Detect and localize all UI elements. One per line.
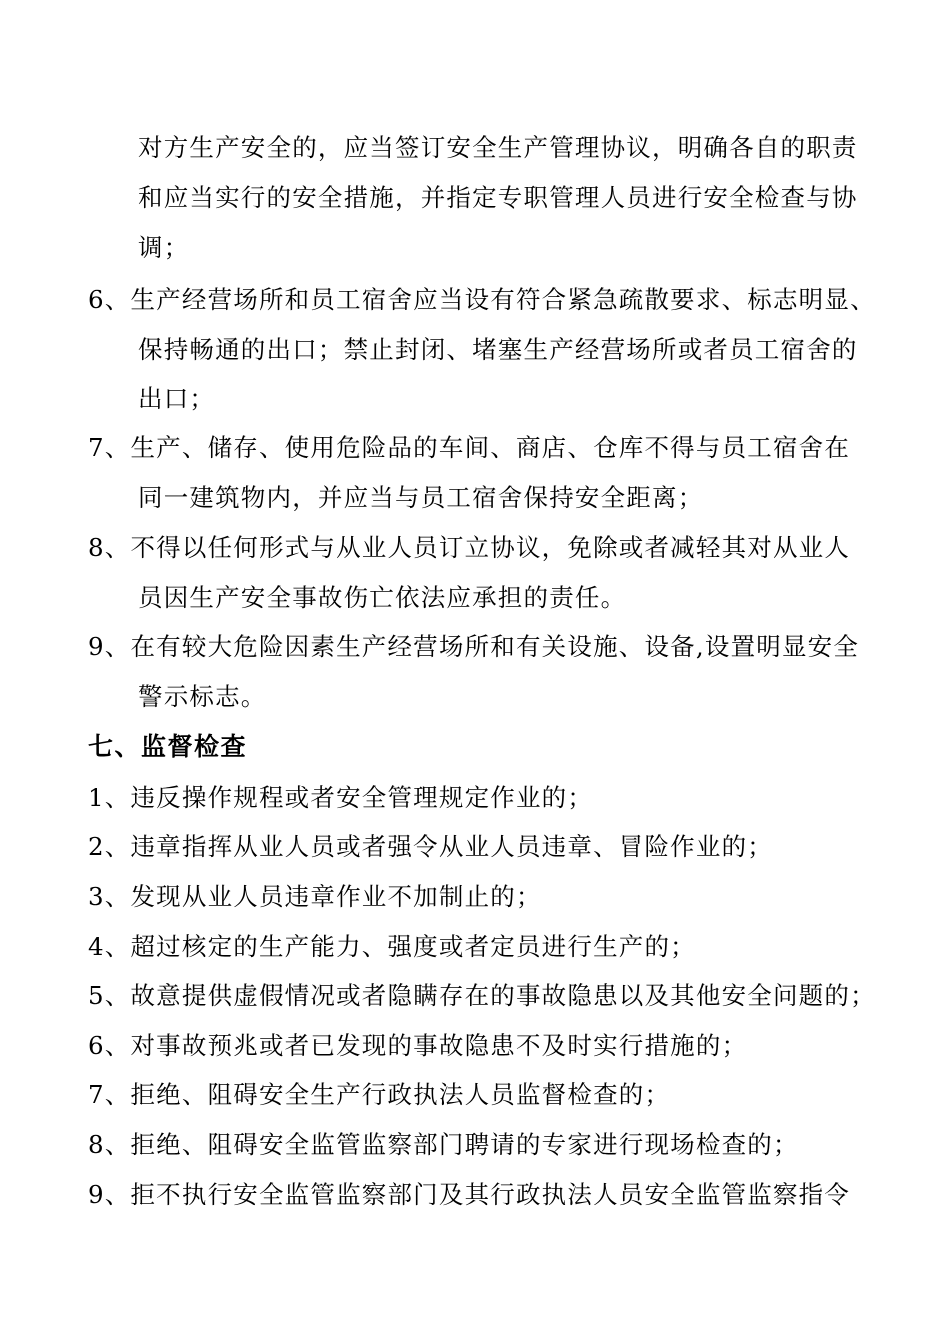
supervision-item-2: 2、违章指挥从业人员或者强令从业人员违章、冒险作业的；	[88, 832, 773, 861]
item-6-line-2: 保持畅通的出口；禁止封闭、堵塞生产经营场所或者员工宿舍的	[138, 335, 858, 364]
section-heading: 七、监督检查	[88, 732, 248, 761]
supervision-item-3: 3、发现从业人员违章作业不加制止的；	[88, 882, 542, 911]
item-7-line-1: 7、生产、储存、使用危险品的车间、商店、仓库不得与员工宿舍在	[88, 433, 851, 462]
supervision-item-1: 1、违反操作规程或者安全管理规定作业的；	[88, 783, 594, 812]
item-9-line-1: 9、在有较大危险因素生产经营场所和有关设施、设备,设置明显安全	[88, 632, 860, 661]
supervision-item-6: 6、对事故预兆或者已发现的事故隐患不及时实行措施的；	[88, 1031, 748, 1060]
continuation-line-1: 对方生产安全的，应当签订安全生产管理协议，明确各自的职责	[138, 133, 858, 162]
continuation-line-3: 调；	[138, 233, 190, 262]
item-6-line-3: 出口；	[138, 384, 216, 413]
supervision-item-5: 5、故意提供虚假情况或者隐瞒存在的事故隐患以及其他安全问题的；	[88, 981, 876, 1010]
continuation-line-2: 和应当实行的安全措施，并指定专职管理人员进行安全检查与协	[138, 183, 858, 212]
supervision-item-4: 4、超过核定的生产能力、强度或者定员进行生产的；	[88, 932, 696, 961]
item-6-line-1: 6、生产经营场所和员工宿舍应当设有符合紧急疏散要求、标志明显、	[88, 285, 876, 314]
item-8-line-1: 8、不得以任何形式与从业人员订立协议，免除或者减轻其对从业人	[88, 533, 851, 562]
item-7-line-2: 同一建筑物内，并应当与员工宿舍保持安全距离；	[138, 483, 704, 512]
supervision-item-9: 9、拒不执行安全监管监察部门及其行政执法人员安全监管监察指令	[88, 1180, 851, 1209]
item-9-line-2: 警示标志。	[138, 682, 267, 711]
supervision-item-7: 7、拒绝、阻碍安全生产行政执法人员监督检查的；	[88, 1080, 671, 1109]
item-8-line-2: 员因生产安全事故伤亡依法应承担的责任。	[138, 583, 627, 612]
supervision-item-8: 8、拒绝、阻碍安全监管监察部门聘请的专家进行现场检查的；	[88, 1130, 799, 1159]
